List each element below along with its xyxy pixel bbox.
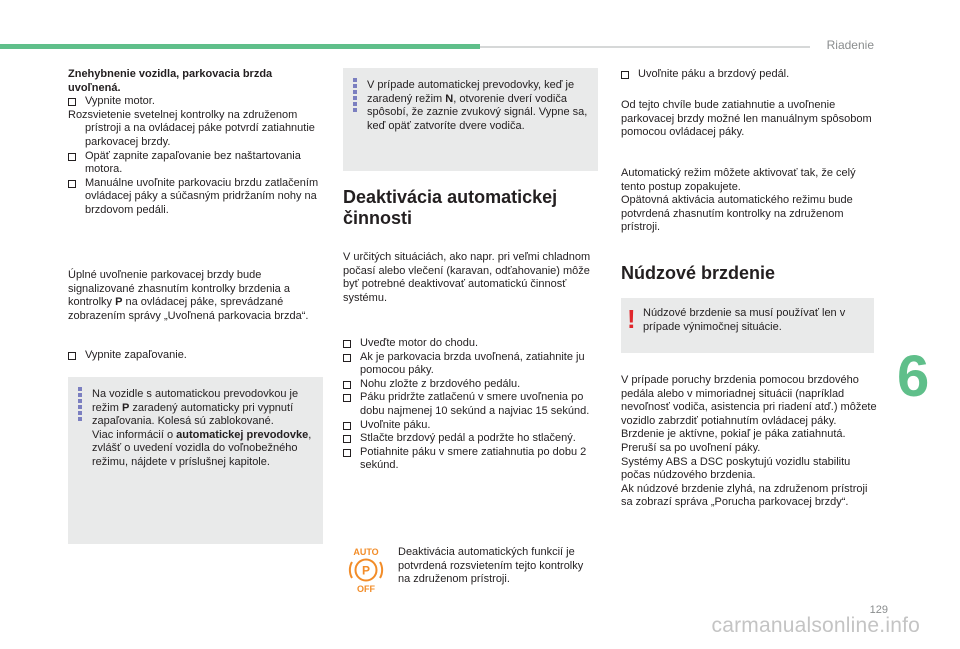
deactivation-intro: V určitých situáciách, ako napr. pri veľmi chladnom počasí alebo vlečení (karavan, odťahovanie) môže byť potrebné deaktivovať automatickú činnosť systému. [343,251,591,304]
bullet-icon [343,449,351,457]
auto-icon-top-label: AUTO [353,547,379,557]
text-run: , zvlášť o uvedení vozidla do voľnobežného režimu, nájdete v príslušnej kapitole. [92,428,312,468]
auto-icon-left-arc [350,562,352,578]
bullet-icon [621,71,629,79]
bullet-item [68,349,324,363]
text-run-bold: N [445,92,454,105]
info-icon [353,78,357,112]
paragraph-text: Automatický režim môžete aktivovať tak, že celý tento postup zopakujete. [621,167,856,193]
emergency-braking-heading: Núdzové brzdenie [621,263,776,283]
step-text: Potiahnite páku v smere zatiahnutia po dobu 2 sekúnd. [360,445,587,472]
text-run: na ovládacej páke, sprevádzané zobrazením správy „Uvoľnená parkovacia brzda“. [68,296,309,322]
bullet-item [68,177,324,218]
info-box-automatic-gearbox [68,377,323,544]
immobilize-title: Znehybnenie vozidla, parkovacia brzda uvoľnená. [68,68,273,94]
release-step [621,68,879,82]
step-item [621,68,879,82]
bullet-text: Opäť zapnite zapaľovanie bez naštartovania motora. [85,149,301,176]
step-text: Stlačte brzdový pedál a podržte ho stlačený. [360,432,576,445]
bullet-icon [343,394,351,402]
warning-text: Núdzové brzdenie sa musí používať len v prípade výnimočnej situácie. [643,307,846,333]
deactivation-steps [343,337,599,473]
full-release-paragraph [68,269,324,323]
text-run-bold: P [121,401,130,414]
section-title: Riadenie [826,38,874,52]
text-run: zaradený automaticky pri vypnutí zapaľovania. Kolesá sú zablokované. [92,401,294,428]
chapter-number: 6 [897,344,930,409]
exclamation-icon: ! [627,304,636,334]
bullet-icon [343,435,351,443]
paragraph-text: Opätovná aktivácia automatického režimu bude potvrdená zhasnutím kontrolky na združenom prístroji. [621,194,853,234]
text-run: Viac informácií o [92,428,177,441]
step-text: Uvoľnite páku a brzdový pedál. [638,68,790,80]
manual-mode-paragraph: Od tejto chvíle bude zatiahnutie a uvoľnenie parkovacej brzdy možné len manuálnym spôsobom pomocou ovládacej páky. [621,99,872,139]
step-item [343,351,599,378]
immobilize-text [68,109,324,150]
text-run: , otvorenie dverí vodiča spôsobí, že zaznie zvukový signál. Vypne sa, keď opäť zatvoríte dvere vodiča. [367,92,588,132]
warning-box-emergency-braking [621,298,874,353]
watermark: carmanualsonline.info [711,614,920,637]
step-item [343,391,599,418]
step-text: Nohu zložte z brzdového pedálu. [360,377,521,390]
step-item [343,419,599,433]
text-run-bold: P [115,296,123,309]
step-item [343,432,599,446]
bullet-icon [68,153,76,161]
info-icon [78,387,82,421]
step-item [343,446,599,473]
bullet-icon [343,381,351,389]
auto-icon-bottom-label: OFF [357,584,375,594]
info-text [367,79,591,133]
immobilize-section [68,68,324,218]
header-accent-bar [0,44,480,49]
paragraph-text: Systémy ABS a DSC poskytujú vozidlu stabilitu počas núdzového brzdenia. [621,455,851,482]
bullet-item [68,150,324,177]
text-run: Úplné uvoľnenie parkovacej brzdy bude signalizované zhasnutím kontrolky brzdenia a kontrolky [68,269,290,309]
step-text: Uvoľnite páku. [360,418,431,431]
bullet-text: Manuálne uvoľnite parkovaciu brzdu zatlačením ovládacej páky a súčasným pridržaním nohy na brzdovom pedáli. [85,176,319,216]
bullet-item [68,95,324,109]
reactivation-paragraph [621,167,879,235]
info-text [92,388,314,470]
bullet-icon [68,180,76,188]
bullet-text: Vypnite motor. [85,95,155,108]
auto-p-off-warning-icon [346,546,386,594]
deactivation-confirm-text: Deaktivácia automatických funkcií je potvrdená rozsvietením tejto kontrolky na združenom prístroji. [398,546,584,586]
step-item [343,337,599,351]
step-text: Ak je parkovacia brzda uvoľnená, zatiahnite ju pomocou páky. [360,350,585,377]
page-number: 129 [869,604,888,616]
deactivation-heading: Deaktivácia automatickej činnosti [343,187,558,228]
bullet-icon [343,340,351,348]
text-run-bold: automatickej prevodovke [176,428,309,441]
text-run: Na vozidle s automatickou prevodovkou je režim [92,388,299,414]
paragraph-text: Ak núdzové brzdenie zlyhá, na združenom prístroji sa zobrazí správa „Porucha parkovacej brzdy“. [621,482,868,509]
paragraph-text: V prípade poruchy brzdenia pomocou brzdového pedála alebo v mimoriadnej situácii (napríklad nevoľnosť vodiča, asistencia pri riadení atď.) môžete vozidlo zabrzdiť potiahnutím ovládacej páky. Brzdenie je aktívne, pokiaľ je páka zatiahnutá. Preruší sa po uvoľnení páky. [621,374,877,454]
text-run: V prípade automatickej prevodovky, keď je zaradený režim [367,79,575,105]
info-box-door-warning [343,68,598,171]
header-divider [480,46,810,48]
auto-icon-letter: P [361,563,371,578]
ignition-off-step [68,349,324,363]
full-release-text [68,269,324,323]
step-text: Páku pridržte zatlačenú v smere uvoľnenia po dobu najmenej 10 sekúnd a najviac 15 sekúnd. [360,391,590,417]
step-item [343,378,599,392]
bullet-icon [68,98,76,106]
auto-icon-right-arc [380,562,382,578]
bullet-icon [343,354,351,362]
bullet-icon [343,422,351,430]
paragraph-text: Rozsvietenie svetelnej kontrolky na združenom prístroji a na ovládacej páke potvrdí zatiahnutie parkovacej brzdy. [68,108,315,148]
emergency-braking-paragraph [621,374,879,510]
bullet-icon [68,352,76,360]
step-text: Uveďte motor do chodu. [360,337,479,349]
bullet-text: Vypnite zapaľovanie. [85,349,187,361]
